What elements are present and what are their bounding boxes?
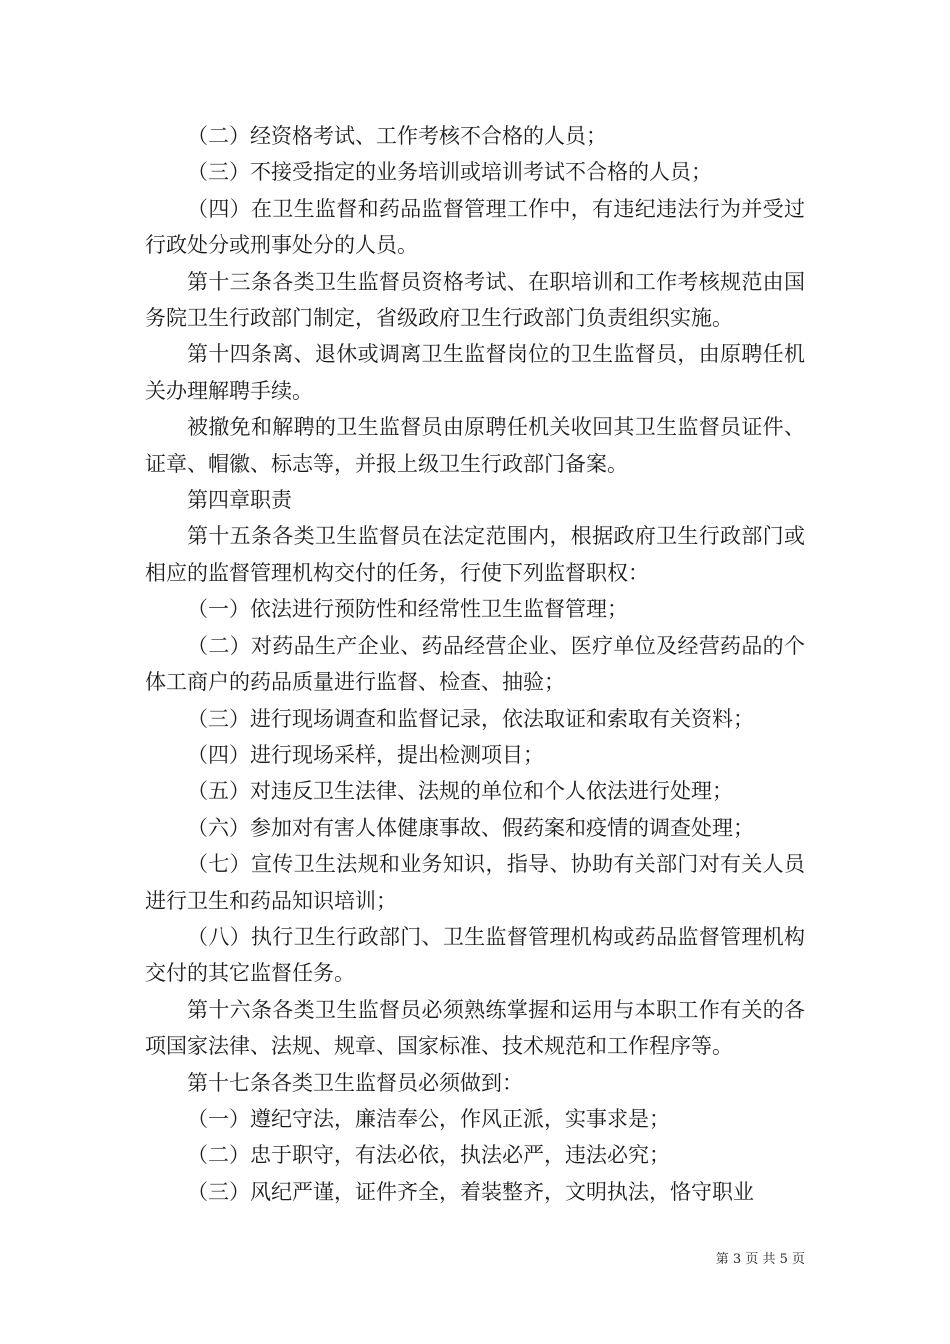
paragraph: 第十三条各类卫生监督员资格考试、在职培训和工作考核规范由国务院卫生行政部门制定，省级政府卫生行政部门负责组织实施。 (145, 269, 805, 331)
paragraph: 第十四条离、退休或调离卫生监督岗位的卫生监督员，由原聘任机关办理解聘手续。 (145, 342, 805, 403)
chapter-heading: 第四章职责 (187, 488, 292, 513)
paragraph: 第十六条各类卫生监督员必须熟练掌握和运用与本职工作有关的各项国家法律、法规、规章、国家标准、技术规范和工作程序等。 (145, 997, 805, 1059)
paragraph: （一）依法进行预防性和经常性卫生监督管理； (187, 597, 628, 622)
paragraph: 第十七条各类卫生监督员必须做到： (187, 1070, 523, 1095)
paragraph: （三）不接受指定的业务培训或培训考试不合格的人员； (187, 160, 712, 185)
paragraph: （五）对违反卫生法律、法规的单位和个人依法进行处理； (187, 779, 733, 804)
paragraph: （四）在卫生监督和药品监督管理工作中，有违纪违法行为并受过行政处分或刑事处分的人员。 (145, 196, 805, 258)
paragraph: （二）对药品生产企业、药品经营企业、医疗单位及经营药品的个体工商户的药品质量进行监督、检查、抽验； (145, 633, 805, 695)
page-number: 第 3 页 共 5 页 (715, 1252, 805, 1267)
paragraph: （八）执行卫生行政部门、卫生监督管理机构或药品监督管理机构交付的其它监督任务。 (145, 924, 805, 986)
document-body (145, 118, 805, 1210)
paragraph: （六）参加对有害人体健康事故、假药案和疫情的调查处理； (187, 815, 754, 840)
paragraph: （二）经资格考试、工作考核不合格的人员； (187, 124, 607, 148)
paragraph: （二）忠于职守，有法必依，执法必严，违法必究； (187, 1143, 670, 1168)
paragraph: （三）进行现场调查和监督记录，依法取证和索取有关资料； (187, 706, 754, 731)
paragraph: （七）宣传卫生法规和业务知识，指导、协助有关部门对有关人员进行卫生和药品知识培训； (145, 852, 805, 913)
paragraph: （四）进行现场采样，提出检测项目； (187, 742, 544, 767)
paragraph: 被撤免和解聘的卫生监督员由原聘任机关收回其卫生监督员证件、证章、帽徽、标志等，并报上级卫生行政部门备案。 (145, 415, 805, 476)
paragraph: （三）风纪严谨，证件齐全，着装整齐，文明执法，恪守职业 (187, 1179, 754, 1204)
paragraph: 第十五条各类卫生监督员在法定范围内，根据政府卫生行政部门或相应的监督管理机构交付的任务，行使下列监督职权： (145, 524, 805, 585)
paragraph: （一）遵纪守法，廉洁奉公，作风正派，实事求是； (187, 1106, 670, 1131)
